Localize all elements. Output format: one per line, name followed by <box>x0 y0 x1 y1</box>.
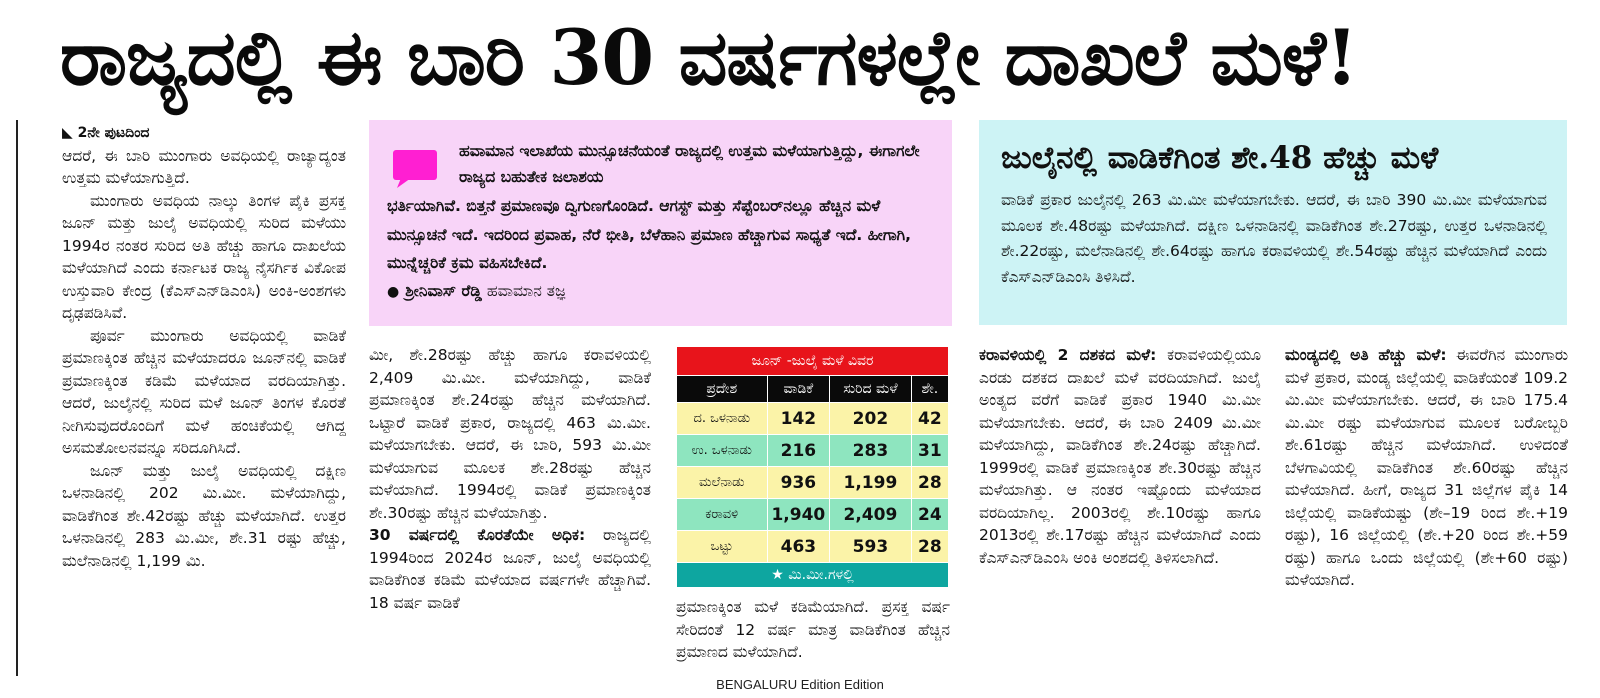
actual-cell: 202 <box>830 403 912 435</box>
expert-quote-box <box>369 120 952 326</box>
edition-footer: BENGALURU Edition Edition <box>716 677 884 692</box>
article-column-4 <box>979 344 1261 678</box>
bullet-icon: ● <box>387 283 400 300</box>
actual-cell: 2,409 <box>830 499 912 531</box>
table-header: ಶೇ. <box>911 376 948 403</box>
percent-cell: 28 <box>911 531 948 563</box>
table-title: ಜೂನ್ -ಜುಲೈ ಮಳೆ ವಿವರ <box>677 347 949 376</box>
paragraph: ಮುಂಗಾರು ಅವಧಿಯ ನಾಲ್ಕು ತಿಂಗಳ ಪೈಕಿ ಪ್ರಸಕ್ತ ಜೂನ್ ಮತ್ತು ಜುಲೈ ಅವಧಿಯಲ್ಲಿ ಸುರಿದ ಮಳೆಯು 1994ರ ನಂತರ ಸುರಿದ ಅತಿ ಹೆಚ್ಚು ಹಾಗೂ ದಾಖಲೆಯ ಮಳೆಯಾಗಿದೆ ಎಂದು ಕರ್ನಾಟಕ ರಾಜ್ಯ ನೈಸರ್ಗಿಕ ವಿಕೋಪ ಉಸ್ತುವಾರಿ ಕೇಂದ್ರ (ಕೆಎಸ್‌ಎನ್‌ಡಿಎಂಸಿ) ಅಂಕಿ-ಅಂಶಗಳು ದೃಢಪಡಿಸಿವೆ. <box>62 191 346 322</box>
region-cell: ಕರಾವಳಿ <box>677 499 768 531</box>
percent-cell: 31 <box>911 435 948 467</box>
actual-cell: 283 <box>830 435 912 467</box>
region-cell: ಉ. ಒಳನಾಡು <box>677 435 768 467</box>
paragraph: ಮೀ, ಶೇ.28ರಷ್ಟು ಹೆಚ್ಚು ಹಾಗೂ ಕರಾವಳಿಯಲ್ಲಿ 2,409 ಮಿ.ಮೀ. ಮಳೆಯಾಗಿದ್ದು, ವಾಡಿಕೆ ಪ್ರಮಾಣಕ್ಕಿಂತ ಶೇ.24ರಷ್ಟು ಹೆಚ್ಚಿನ ಮಳೆಯಾಗಿದೆ. ಒಟ್ಟಾರೆ ವಾಡಿಕೆ ಪ್ರಕಾರ, ರಾಜ್ಯದಲ್ಲಿ 463 ಮಿ.ಮೀ. ಮಳೆಯಾಗಬೇಕು. ಆದರೆ, ಈ ಬಾರಿ, 593 ಮಿ.ಮೀ ಮಳೆಯಾಗುವ ಮೂಲಕ ಶೇ.28ರಷ್ಟು ಹೆಚ್ಚಿನ ಮಳೆಯಾಗಿದೆ. 1994ರಲ್ಲಿ ವಾಡಿಕೆ ಪ್ರಮಾಣಕ್ಕಿಂತ ಶೇ.30ರಷ್ಟು ಹೆಚ್ಚಿನ ಮಳೆಯಾಗಿತ್ತು. <box>369 346 651 522</box>
speech-bubble-icon <box>389 148 441 188</box>
region-cell: ಒಟ್ಟು <box>677 531 768 563</box>
normal-cell: 936 <box>767 467 830 499</box>
paragraph: ಪ್ರಮಾಣಕ್ಕಿಂತ ಮಳೆ ಕಡಿಮೆಯಾಗಿದೆ. ಪ್ರಸಕ್ತ ವರ್ಷ ಸೇರಿದಂತೆ 12 ವರ್ಷ ಮಾತ್ರ ವಾಡಿಕೆಗಿಂತ ಹೆಚ್ಚಿನ ಪ್ರಮಾಣದ ಮಳೆಯಾಗಿದೆ. <box>676 598 950 661</box>
paragraph-text: ಕರಾವಳಿಯಲ್ಲಿಯೂ ಎರಡು ದಶಕದ ದಾಖಲೆ ಮಳೆ ವರದಿಯಾಗಿದೆ. ಜುಲೈ ಅಂತ್ಯದ ವರೆಗೆ ವಾಡಿಕೆ ಪ್ರಕಾರ 1940 ಮಿ.ಮೀ ಮಳೆಯಾಗಬೇಕು. ಆದರೆ, ಈ ಬಾರಿ 2409 ಮಿ.ಮೀ ಮಳೆಯಾಗಿದ್ದು, ವಾಡಿಕೆಗಿಂತ ಶೇ.24ರಷ್ಟು ಹೆಚ್ಚಾಗಿದೆ. 1999ರಲ್ಲಿ ವಾಡಿಕೆ ಪ್ರಮಾಣಕ್ಕಿಂತ ಶೇ.30ರಷ್ಟು ಹೆಚ್ಚಿನ ಮಳೆಯಾಗಿತ್ತು. ಆ ನಂತರ ಇಷ್ಟೊಂದು ಮಳೆಯಾದ ವರದಿಯಾಗಿಲ್ಲ. 2003ರಲ್ಲಿ ಶೇ.10ರಷ್ಟು ಹಾಗೂ 2013ರಲ್ಲಿ ಶೇ.17ರಷ್ಟು ಹೆಚ್ಚಿನ ಮಳೆಯಾಗಿದೆ ಎಂದು ಕೆಎಸ್‌ಎನ್‌ಡಿಎಂಸಿ ಅಂಕಿ ಅಂಶದಲ್ಲಿ ತಿಳಿಸಲಾಗಿದೆ. <box>979 346 1261 567</box>
paragraph: ಪೂರ್ವ ಮುಂಗಾರು ಅವಧಿಯಲ್ಲಿ ವಾಡಿಕೆ ಪ್ರಮಾಣಕ್ಕಿಂತ ಹೆಚ್ಚಿನ ಮಳೆಯಾದರೂ ಜೂನ್‌ನಲ್ಲಿ ವಾಡಿಕೆ ಪ್ರಮಾಣಕ್ಕಿಂತ ಕಡಿಮೆ ಮಳೆಯಾದ ವರದಿಯಾಗಿತ್ತು. ಆದರೆ, ಜುಲೈನಲ್ಲಿ ಸುರಿದ ಮಳೆ ಜೂನ್ ತಿಂಗಳ ಕೊರತೆ ನೀಗಿಸುವುದರೊಂದಿಗೆ ಮಳೆ ಹಂಚಿಕೆಯಲ್ಲಿ ಆಗಿದ್ದ ಅಸಮತೋಲನವನ್ನೂ ಸರಿದೂಗಿಸಿದೆ. <box>62 326 346 457</box>
actual-cell: 1,199 <box>830 467 912 499</box>
paragraph-text: ಈವರೆಗಿನ ಮುಂಗಾರು ಮಳೆ ಪ್ರಕಾರ, ಮಂಡ್ಯ ಜಿಲ್ಲೆಯಲ್ಲಿ ವಾಡಿಕೆಯಂತೆ 109.2 ಮಿ.ಮೀ ಮಳೆಯಾಗಬೇಕು. ಆದರೆ, ಈ ಬಾರಿ 175.4 ಮಿ.ಮೀ ರಷ್ಟು ಮಳೆಯಾಗುವ ಮೂಲಕ ಬರೋಬ್ಬರಿ ಶೇ.61ರಷ್ಟು ಹೆಚ್ಚಿನ ಮಳೆಯಾಗಿದೆ. ಉಳಿದಂತೆ ಬೆಳಗಾವಿಯಲ್ಲಿ ವಾಡಿಕೆಗಿಂತ ಶೇ.60ರಷ್ಟು ಹೆಚ್ಚಿನ ಮಳೆಯಾಗಿದೆ. ಹೀಗೆ, ರಾಜ್ಯದ 31 ಜಿಲ್ಲೆಗಳ ಪೈಕಿ 14 ಜಿಲ್ಲೆಯಲ್ಲಿ ವಾಡಿಕೆಯಷ್ಟು (ಶೇ–19 ರಿಂದ ಶೇ.+19 ರಷ್ಟು), 16 ಜಿಲ್ಲೆಯಲ್ಲಿ (ಶೇ.+20 ರಿಂದ ಶೇ.+59 ರಷ್ಟು) ಹಾಗೂ ಒಂದು ಜಿಲ್ಲೆಯಲ್ಲಿ (ಶೇ+60 ರಷ್ಟು) ಮಳೆಯಾಗಿದೆ. <box>1285 346 1568 589</box>
percent-cell: 28 <box>911 467 948 499</box>
jump-arrow-icon: ◣ <box>62 125 73 141</box>
table-row <box>677 467 949 499</box>
table-header: ಸುರಿದ ಮಳೆ <box>830 376 912 403</box>
paragraph: ಜೂನ್ ಮತ್ತು ಜುಲೈ ಅವಧಿಯಲ್ಲಿ ದಕ್ಷಿಣ ಒಳನಾಡಿನಲ್ಲಿ 202 ಮಿ.ಮೀ. ಮಳೆಯಾಗಿದ್ದು, ವಾಡಿಕೆಗಿಂತ ಶೇ.42ರಷ್ಟು ಹೆಚ್ಚು ಮಳೆಯಾಗಿದೆ. ಉತ್ತರ ಒಳನಾಡಿನಲ್ಲಿ 283 ಮಿ.ಮೀ, ಶೇ.31 ರಷ್ಟು ಹೆಚ್ಚು, ಮಲೆನಾಡಿನಲ್ಲಿ 1,199 ಮಿ. <box>62 461 346 570</box>
paragraph <box>979 344 1261 569</box>
july-box-title: ಜುಲೈನಲ್ಲಿ ವಾಡಿಕೆಗಿಂತ ಶೇ.48 ಹೆಚ್ಚು ಮಳೆ <box>1001 140 1439 176</box>
quote-attribution <box>387 278 934 305</box>
expert-role: ಹವಾಮಾನ ತಜ್ಞ <box>486 281 566 300</box>
normal-cell: 216 <box>767 435 830 467</box>
article-column-5 <box>1285 344 1568 678</box>
table-row <box>677 403 949 435</box>
quote-text-line1: ಹವಾಮಾನ ಇಲಾಖೆಯ ಮುನ್ಸೂಚನೆಯಂತೆ ರಾಜ್ಯದಲ್ಲಿ ಉತ್ತಮ ಮಳೆಯಾಗುತ್ತಿದ್ದು, ಈಗಾಗಲೇ ರಾಜ್ಯದ ಬಹುತೇಕ ಜಲಾಶಯ <box>459 142 920 186</box>
actual-cell: 593 <box>830 531 912 563</box>
region-cell: ಮಲೆನಾಡು <box>677 467 768 499</box>
paragraph <box>1285 344 1568 592</box>
headline: ರಾಜ್ಯದಲ್ಲಿ ಈ ಬಾರಿ 30 ವರ್ಷಗಳಲ್ಲೇ ದಾಖಲೆ ಮಳೆ! <box>60 13 1358 102</box>
article-column-2 <box>369 344 651 678</box>
subhead: ಮಂಡ್ಯದಲ್ಲಿ ಅತಿ ಹೆಚ್ಚು ಮಳೆ: <box>1285 346 1447 364</box>
paragraph: ಆದರೆ, ಈ ಬಾರಿ ಮುಂಗಾರು ಅವಧಿಯಲ್ಲಿ ರಾಜ್ಯಾದ್ಯಂತ ಉತ್ತಮ ಮಳೆಯಾಗುತ್ತಿದೆ. <box>62 146 346 187</box>
table-row <box>677 531 949 563</box>
region-cell: ದ. ಒಳನಾಡು <box>677 403 768 435</box>
column-rule <box>16 120 18 676</box>
rainfall-table <box>676 346 949 582</box>
normal-cell: 463 <box>767 531 830 563</box>
july-rain-box <box>979 120 1567 325</box>
subhead: 30 ವರ್ಷದಲ್ಲಿ ಕೊರತೆಯೇ ಅಧಿಕ: <box>369 526 586 544</box>
table-footnote: ★ ಮಿ.ಮೀ.ಗಳಲ್ಲಿ <box>677 563 949 588</box>
normal-cell: 1,940 <box>767 499 830 531</box>
rainfall-data-table <box>676 346 949 588</box>
table-row <box>677 435 949 467</box>
paragraph-text: ರಾಜ್ಯದಲ್ಲಿ 1994ರಿಂದ 2024ರ ಜೂನ್, ಜುಲೈ ಅವಧಿಯಲ್ಲಿ ವಾಡಿಕೆಗಿಂತ ಕಡಿಮೆ ಮಳೆಯಾದ ವರ್ಷಗಳೇ ಹೆಚ್ಚಾಗಿವೆ. 18 ವರ್ಷ ವಾಡಿಕೆ <box>369 526 651 612</box>
article-column-3 <box>676 596 950 678</box>
table-row <box>677 499 949 531</box>
jump-text: 2ನೇ ಪುಟದಿಂದ <box>77 125 150 141</box>
quote-text-line2: ಭರ್ತಿಯಾಗಿವೆ. ಬಿತ್ತನೆ ಪ್ರಮಾಣವೂ ದ್ವಿಗುಣಗೊಂಡಿದೆ. ಆಗಸ್ಟ್ ಮತ್ತು ಸೆಪ್ಟೆಂಬರ್‌ನಲ್ಲೂ ಹೆಚ್ಚಿನ ಮಳೆ ಮುನ್ಸೂಚನೆ ಇದೆ. ಇದರಿಂದ ಪ್ರವಾಹ, ನೆರೆ ಭೀತಿ, ಬೆಳೆಹಾನಿ ಪ್ರಮಾಣ ಹೆಚ್ಚಾಗುವ ಸಾಧ್ಯತೆ ಇದೆ. ಹೀಗಾಗಿ, ಮುನ್ನೆಚ್ಚರಿಕೆ ಕ್ರಮ ವಹಿಸಬೇಕಿದೆ. <box>387 197 912 272</box>
jump-line <box>62 122 346 145</box>
normal-cell: 142 <box>767 403 830 435</box>
table-header: ವಾಡಿಕೆ <box>767 376 830 403</box>
table-header: ಪ್ರದೇಶ <box>677 376 768 403</box>
percent-cell: 42 <box>911 403 948 435</box>
subhead: ಕರಾವಳಿಯಲ್ಲಿ 2 ದಶಕದ ಮಳೆ: <box>979 346 1157 364</box>
paragraph <box>369 524 651 614</box>
percent-cell: 24 <box>911 499 948 531</box>
expert-name: ಶ್ರೀನಿವಾಸ್ ರೆಡ್ಡಿ <box>405 281 482 300</box>
july-box-body: ವಾಡಿಕೆ ಪ್ರಕಾರ ಜುಲೈನಲ್ಲಿ 263 ಮಿ.ಮೀ ಮಳೆಯಾಗಬೇಕು. ಆದರೆ, ಈ ಬಾರಿ 390 ಮಿ.ಮೀ ಮಳೆಯಾಗುವ ಮೂಲಕ ಶೇ.48ರಷ್ಟು ಮಳೆಯಾಗಿದೆ. ದಕ್ಷಿಣ ಒಳನಾಡಿನಲ್ಲಿ ವಾಡಿಕೆಗಿಂತ ಶೇ.27ರಷ್ಟು, ಉತ್ತರ ಒಳನಾಡಿನಲ್ಲಿ ಶೇ.22ರಷ್ಟು, ಮಲೆನಾಡಿನಲ್ಲಿ ಶೇ.64ರಷ್ಟು ಹಾಗೂ ಕರಾವಳಿಯಲ್ಲಿ ಶೇ.54ರಷ್ಟು ಹೆಚ್ಚಿನ ಮಳೆಯಾಗಿದೆ ಎಂದು ಕೆಎಸ್‌ಎನ್‌ಡಿಎಂಸಿ ತಿಳಿಸಿದೆ. <box>1001 191 1547 286</box>
article-column-1 <box>62 122 346 678</box>
